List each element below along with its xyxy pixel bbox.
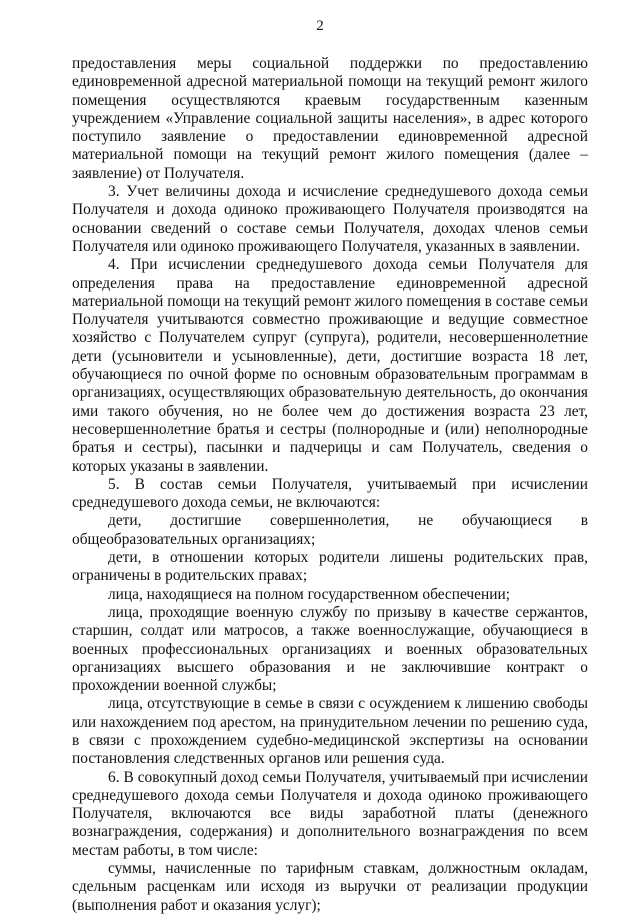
- paragraph-6: 6. В совокупный доход семьи Получателя, учитываемый при исчислении среднедушевого дохода семьи Получателя и дохода одиноко проживающего Получателя, включаются все виды заработной платы (денежного вознаграждения, содержания) и дополнительного вознаграждения по всем местам работы, в том числе:: [72, 768, 588, 859]
- exclusion-item: лица, отсутствующие в семье в связи с осуждением к лишению свободы или нахождением под арестом, на принудительном лечении по решению суда, в связи с прохождением судебно-медицинской экспертизы на основании постановления следственных органов или решения суда.: [72, 695, 588, 768]
- paragraph-4: 4. При исчислении среднедушевого дохода семьи Получателя для определения права на предоставление единовременной адресной материальной помощи на текущий ремонт жилого помещения в составе семьи Получателя учитываются совместно проживающие и ведущие совместное хозяйство с Получателем супруг (супруга), родители, несовершеннолетние дети (усыновители и усыновленные), дети, достигшие возраста 18 лет, обучающиеся по очной форме по основным образовательным программам в организациях, осуществляющих образовательную деятельность, до окончания ими такого обучения, но не более чем до достижения возраста 23 лет, несовершеннолетние братья и сестры (полнородные и (или) неполнородные братья и сестры), пасынки и падчерицы и сам Получатель, сведения о которых указаны в заявлении.: [72, 256, 589, 475]
- exclusion-item: дети, достигшие совершеннолетия, не обучающиеся в общеобразовательных организациях;: [72, 512, 588, 548]
- paragraph-3: 3. Учет величины дохода и исчисление среднедушевого дохода семьи Получателя и дохода одиноко проживающего Получателя производятся на основании сведений о составе семьи Получателя, доходах членов семьи Получателя или одиноко проживающего Получателя, указанных в заявлении.: [72, 183, 588, 255]
- income-item: суммы, начисленные по тарифным ставкам, должностным окладам, сдельным расценкам или исходя из выручки от реализации продукции (выполнения работ и оказания услуг);: [72, 860, 588, 914]
- paragraph-continuation: предоставления меры социальной поддержки по предоставлению единовременной адресной материальной помощи на текущий ремонт жилого помещения осуществляются краевым государственным казенным учреждением «Управление социальной защиты населения», в адрес которого поступило заявление о предоставлении единовременной адресной материальной помощи на текущий ремонт жилого помещения (далее – заявление) от Получателя.: [72, 55, 588, 182]
- exclusion-item: лица, проходящие военную службу по призыву в качестве сержантов, старшин, солдат или матросов, а также военнослужащие, обучающиеся в военных профессиональных организациях и военных образовательных организациях высшего образования и не заключившие контракт о прохождении военной службы;: [72, 603, 588, 695]
- page-number: 2: [316, 18, 324, 34]
- exclusion-item: дети, в отношении которых родители лишены родительских прав, ограничены в родительских правах;: [72, 549, 588, 585]
- document-body: [72, 55, 588, 915]
- exclusion-item: лица, находящиеся на полном государственном обеспечении;: [108, 585, 510, 603]
- paragraph-5: 5. В состав семьи Получателя, учитываемый при исчислении среднедушевого дохода семьи, не включаются:: [72, 475, 588, 512]
